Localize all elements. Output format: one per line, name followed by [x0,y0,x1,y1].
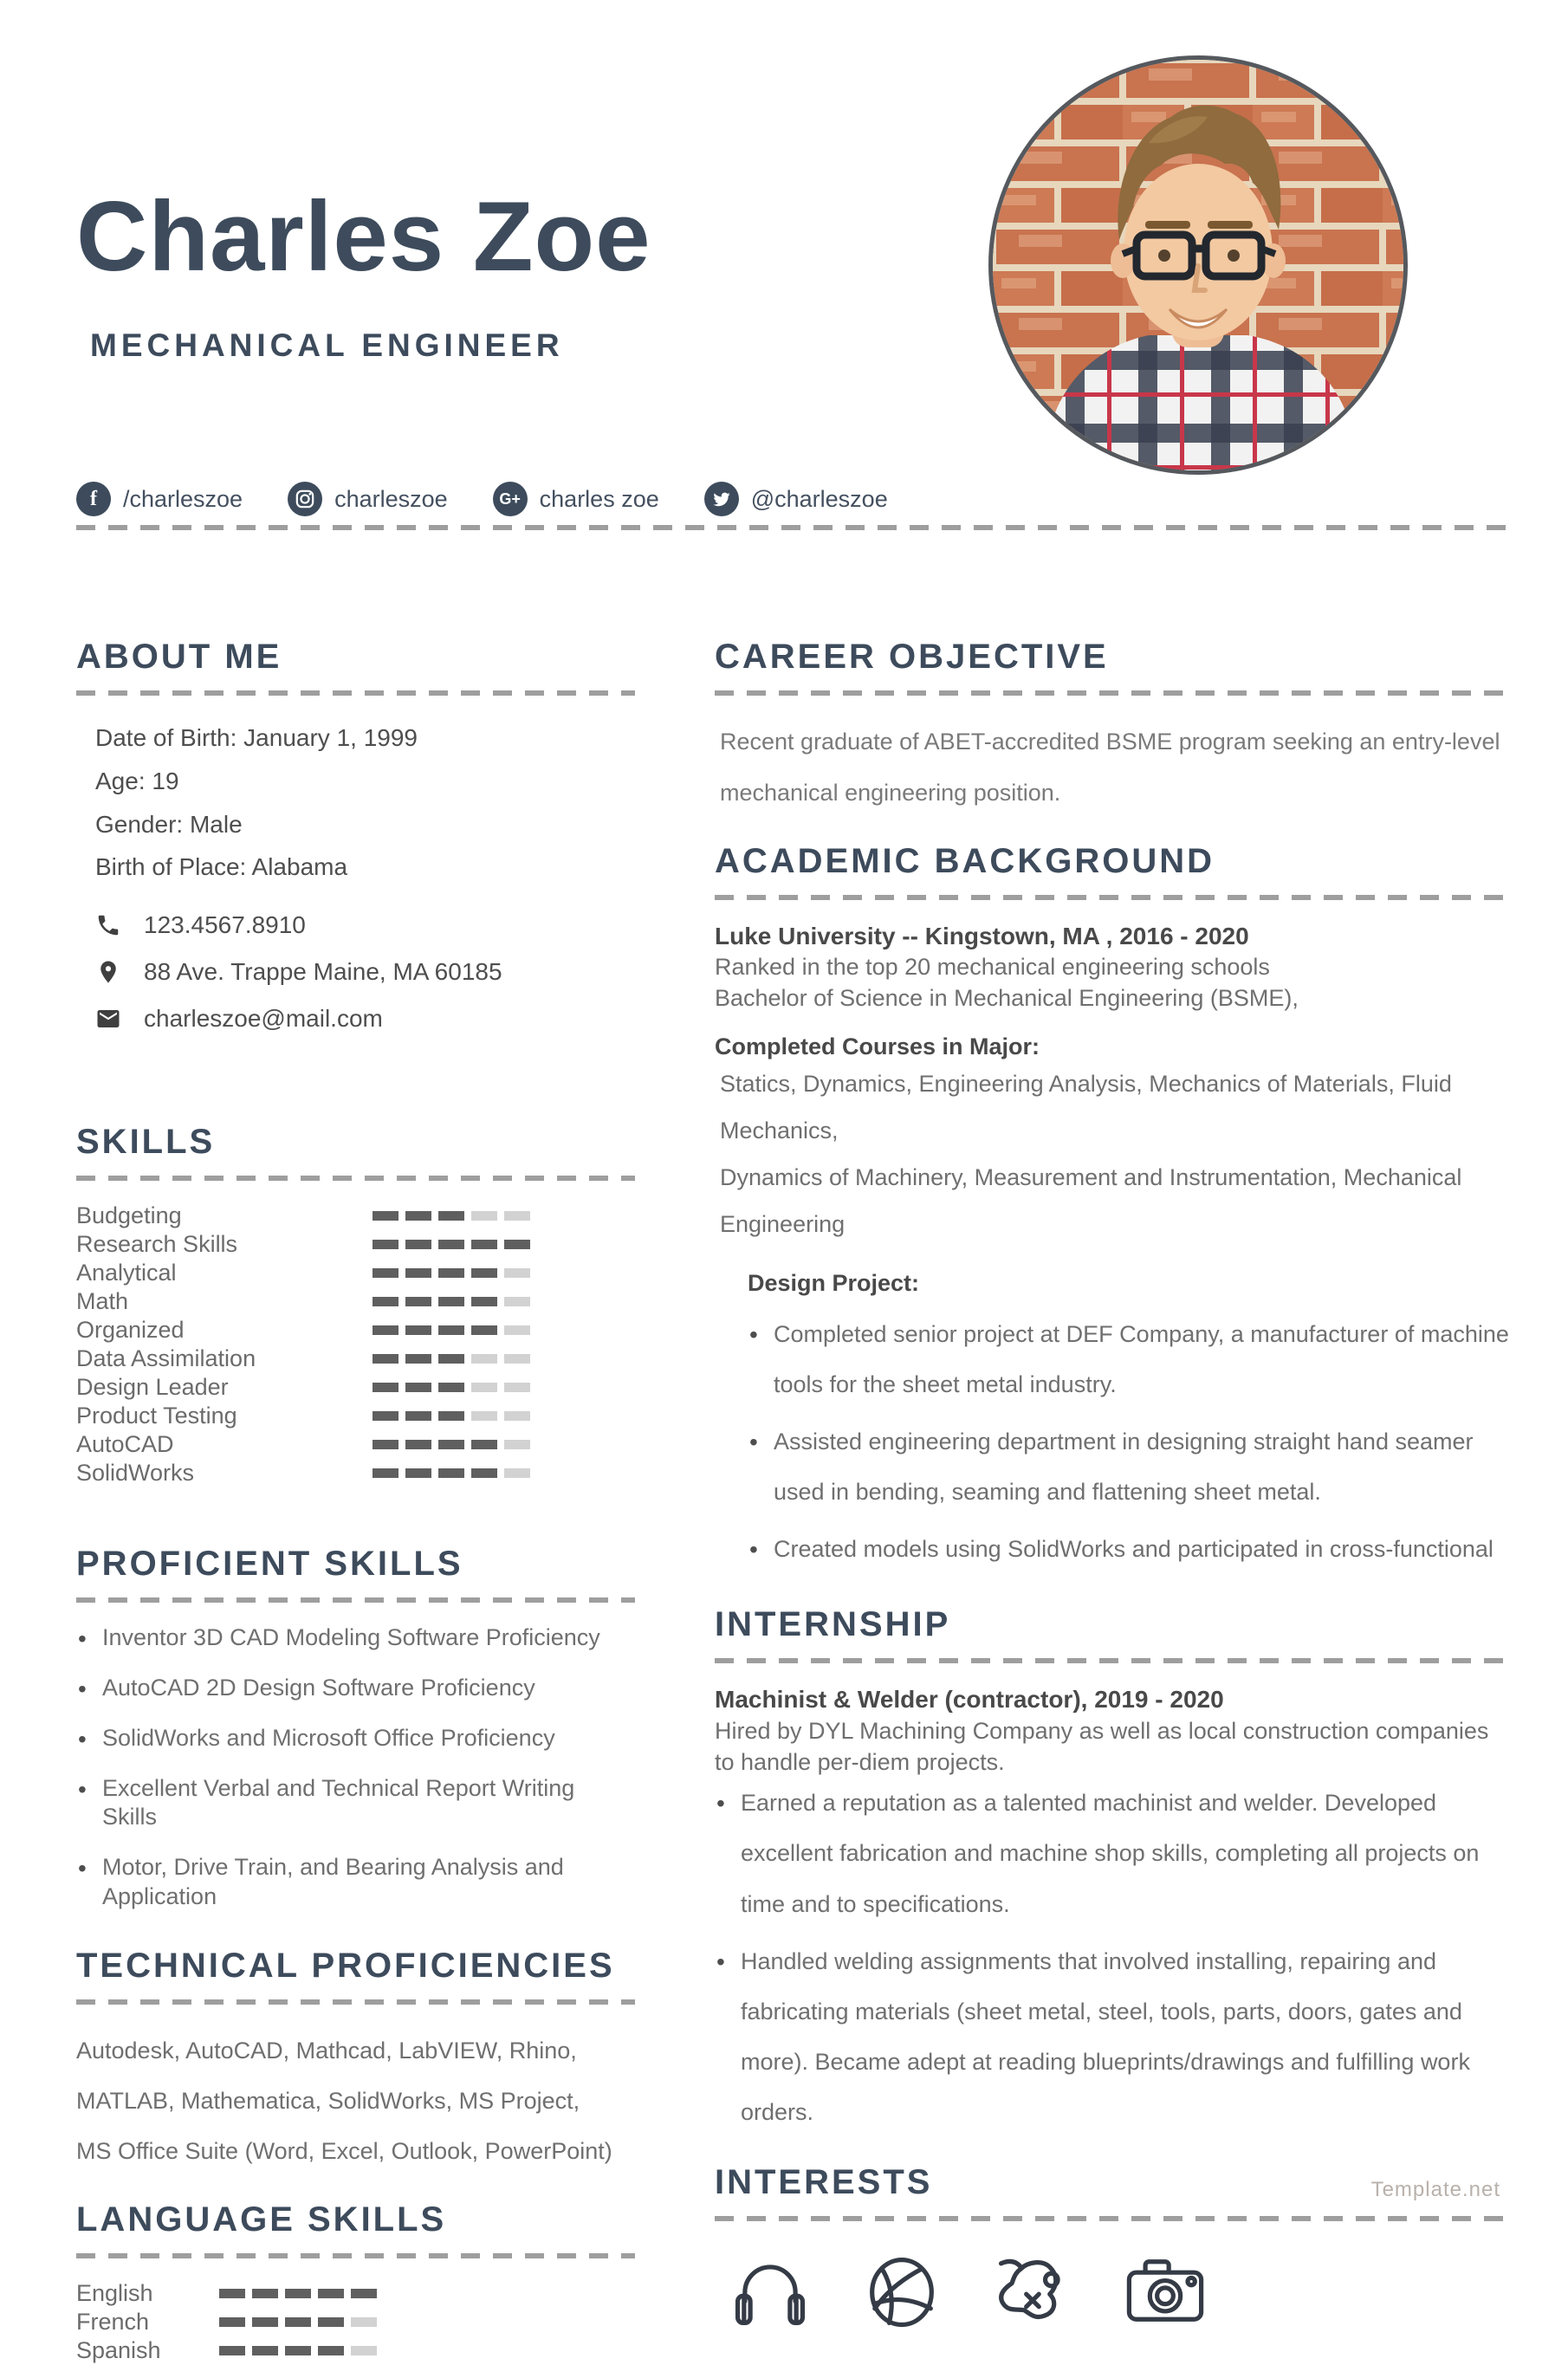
section-internship [715,1605,1514,2137]
proficient-skills-list [76,1623,635,1911]
technical-line: Autodesk, AutoCAD, Mathcad, LabVIEW, Rhino, [76,2037,577,2064]
contact-rows [76,911,635,1033]
skill-row: Analytical [76,1259,635,1287]
list-item: • Earned a reputation as a talented machinist and welder. Developed excellent fabrication and machine shop skills, completing all projects on time and to specifications. [715,1778,1514,1928]
skills-list [76,1202,635,1487]
section-divider [715,1658,1514,1663]
list-item: • Completed senior project at DEF Company, a manufacturer of machine tools for the sheet metal industry. [748,1309,1514,1409]
list-item: • Inventor 3D CAD Modeling Software Proficiency [76,1623,635,1653]
facebook-handle: /charleszoe [123,485,243,512]
phone-icon [95,912,121,938]
about-lines [76,716,635,889]
internship-list [715,1778,1514,2136]
school-name: Luke University -- Kingstown, MA , 2016 - 2020 [715,922,1249,949]
social-facebook [76,482,243,516]
academic-background-heading: ACADEMIC BACKGROUND [715,841,1215,880]
interests-icons-row [715,2245,1514,2336]
section-academic-background [715,842,1514,1574]
technical-line: MATLAB, Mathematica, SolidWorks, MS Project, [76,2087,580,2114]
about-dob: Date of Birth: January 1, 1999 [95,724,418,751]
watermark: Template.net [1370,2178,1500,2201]
contact-phone-row [95,911,635,939]
skill-row: Budgeting [76,1202,635,1230]
skills-heading: SKILLS [76,1123,216,1162]
location-pin-icon [95,959,121,985]
content-columns [76,565,1514,2365]
skill-rating-bar [373,1240,530,1249]
social-googleplus [493,482,659,516]
headphones-icon [725,2245,815,2336]
right-column [715,565,1514,2365]
language-list [76,2279,635,2365]
language-skills-heading: LANGUAGE SKILLS [76,2200,447,2239]
list-item: • Handled welding assignments that involved installing, repairing and fabricating materials (sheet metal, steel, tools, parts, doors, gates and more). Became adept at reading blueprints/drawings and fulfilling work orders. [715,1936,1514,2137]
section-divider [76,1999,635,2005]
language-rating-bar [219,2317,377,2327]
skill-rating-bar [373,1440,530,1449]
person-job-title: MECHANICAL ENGINEER [90,327,564,363]
skill-rating-bar [373,1268,530,1278]
section-divider [715,690,1514,696]
about-age: Age: 19 [95,767,179,794]
skill-row: Research Skills [76,1230,635,1259]
basketball-icon [857,2245,947,2336]
skill-row: Product Testing [76,1402,635,1430]
googleplus-handle: charles zoe [539,485,659,512]
internship-heading: INTERNSHIP [715,1605,951,1644]
skill-rating-bar [373,1354,530,1364]
section-divider [76,1176,635,1181]
twitter-icon [704,482,739,516]
career-objective-heading: CAREER OBJECTIVE [715,638,1109,676]
twitter-handle: @charleszoe [750,485,888,512]
school-detail: Ranked in the top 20 mechanical engineering schools [715,954,1270,981]
envelope-icon [95,1006,121,1032]
design-project-block [748,1270,1514,1574]
language-rating-bar [219,2346,377,2355]
person-name: Charles Zoe [76,182,651,292]
skill-row: AutoCAD [76,1430,635,1459]
profile-photo-illustration [993,60,1403,470]
technical-line: MS Office Suite (Word, Excel, Outlook, PowerPoint) [76,2137,612,2164]
googleplus-icon: G+ [493,482,528,516]
skill-rating-bar [373,1325,530,1335]
header-divider [76,525,1514,530]
skill-row: Organized [76,1316,635,1344]
address: 88 Ave. Trappe Maine, MA 60185 [144,958,502,986]
list-item: • SolidWorks and Microsoft Office Proficiency [76,1724,635,1753]
contact-email-row [95,1005,635,1033]
email: charleszoe@mail.com [144,1005,383,1033]
skill-row: Math [76,1287,635,1316]
section-about-me [76,638,635,1033]
skill-rating-bar [373,1383,530,1392]
section-divider [76,2253,635,2258]
section-divider [715,2216,1514,2221]
gamepad-icon [988,2245,1079,2336]
section-career-objective [715,638,1514,820]
list-item: • Excellent Verbal and Technical Report Writing Skills [76,1774,635,1833]
skill-row: Design Leader [76,1373,635,1402]
school-degree: Bachelor of Science in Mechanical Engineering (BSME), [715,985,1299,1012]
section-divider [76,690,635,696]
skill-rating-bar [373,1411,530,1421]
section-skills [76,1123,635,1487]
skill-row: SolidWorks [76,1459,635,1487]
list-item: • AutoCAD 2D Design Software Proficiency [76,1674,635,1703]
list-item: • Created models using SolidWorks and participated in cross-functional [748,1524,1514,1574]
language-row: English [76,2279,635,2308]
phone-number: 123.4567.8910 [144,911,306,939]
courses-label: Completed Courses in Major: [715,1033,1040,1059]
about-me-heading: ABOUT ME [76,638,282,676]
proficient-skills-heading: PROFICIENT SKILLS [76,1545,463,1584]
instagram-handle: charleszoe [334,485,448,512]
language-row: French [76,2308,635,2336]
list-item: • Motor, Drive Train, and Bearing Analysis and Application [76,1853,635,1912]
contact-address-row [95,958,635,986]
about-birthplace: Birth of Place: Alabama [95,853,348,881]
internship-desc: to handle per-diem projects. [715,1748,1005,1775]
list-item: • Assisted engineering department in designing straight hand seamer used in bending, seaming and flattening sheet metal. [748,1416,1514,1517]
profile-photo [988,55,1408,475]
technical-proficiencies-heading: TECHNICAL PROFICIENCIES [76,1946,615,1985]
facebook-icon: f [76,482,111,516]
internship-role: Machinist & Welder (contractor), 2019 - 2020 [715,1686,1224,1714]
section-language-skills [76,2200,635,2365]
social-instagram [288,482,448,516]
camera-icon [1120,2245,1210,2336]
skill-row: Data Assimilation [76,1344,635,1373]
section-technical-proficiencies [76,1947,635,2176]
courses-line: Statics, Dynamics, Engineering Analysis, Mechanics of Materials, Fluid Mechanics, [720,1070,1452,1144]
skill-rating-bar [373,1211,530,1221]
design-project-list [748,1309,1514,1574]
section-divider [715,895,1514,900]
courses-line: Dynamics of Machinery, Measurement and Instrumentation, Mechanical Engineering [720,1163,1462,1237]
design-project-label: Design Project: [748,1269,920,1296]
skill-rating-bar [373,1297,530,1306]
section-proficient-skills [76,1545,635,1911]
left-column [76,565,635,2365]
skill-rating-bar [373,1468,530,1478]
interests-heading: INTERESTS [715,2162,933,2201]
language-rating-bar [219,2289,377,2298]
instagram-icon [288,482,322,516]
social-links-row [76,482,888,516]
social-twitter [704,482,888,516]
about-gender: Gender: Male [95,810,243,838]
career-objective-text: Recent graduate of ABET-accredited BSME program seeking an entry-level mechanical engineering position. [720,729,1500,807]
internship-desc: Hired by DYL Machining Company as well as local construction companies [715,1717,1489,1744]
language-row: Spanish [76,2336,635,2365]
section-divider [76,1597,635,1603]
